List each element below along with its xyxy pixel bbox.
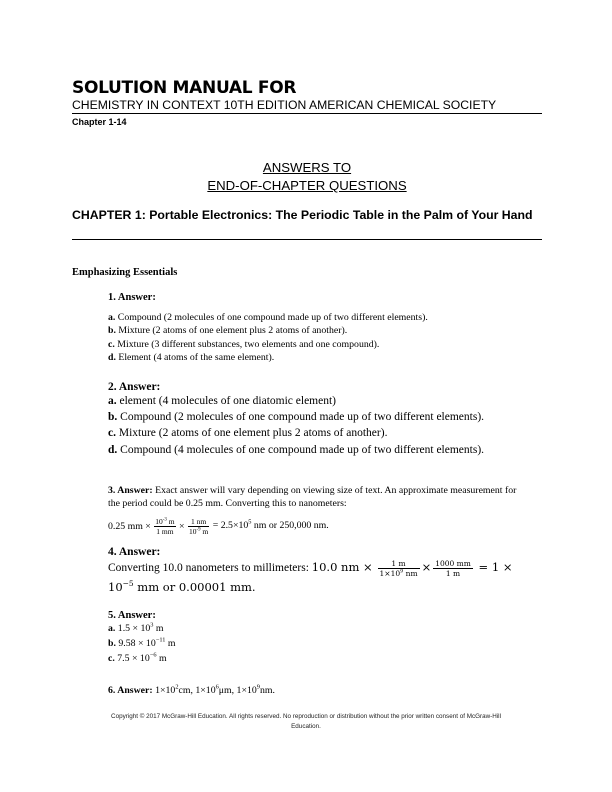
calculation	[108, 558, 528, 598]
unit: m	[200, 526, 209, 536]
question-title: 2. Answer:	[108, 381, 161, 393]
question-title: 5. Answer:	[108, 610, 156, 621]
exponent: -9	[196, 527, 201, 533]
conversion-fraction	[188, 517, 209, 536]
exponent: 9	[256, 683, 260, 691]
question-1	[108, 292, 528, 364]
question-6-text: 6. Answer: $1\times 10^2cm$, $1\times 10^6\mu m$, $1\times 10^9nm$.	[108, 683, 275, 696]
question-3-text	[108, 484, 528, 511]
result: = 1 ×	[474, 560, 513, 574]
question-2	[108, 381, 528, 458]
item-label: d.	[108, 443, 118, 456]
book-title: CHEMISTRY IN CONTEXT 10TH EDITION AMERICAN CHEMICAL SOCIETY	[72, 98, 497, 112]
footer-line1: Copyright © 2017 McGraw-Hill Education. All rights reserved. No reproduction or distribution without the prior written consent of McGraw-Hill	[111, 713, 501, 720]
conversion-fraction	[378, 559, 420, 578]
frac-denominator: 1×10	[379, 568, 401, 578]
item-text: Mixture (3 different substances, two elements and one compound).	[114, 338, 380, 350]
chapter-range: Chapter 1-14	[72, 117, 127, 127]
list-item	[108, 324, 528, 337]
item-text: Compound (4 molecules of one compound made up of two different elements).	[117, 443, 485, 456]
answer-list	[108, 311, 528, 364]
question-label: 6. Answer:	[108, 685, 153, 696]
question-6	[108, 684, 528, 697]
answer-list	[108, 393, 528, 458]
question-title: 1. Answer:	[108, 292, 156, 303]
list-item: c. $7.5 \times 10^{-6}$ m	[108, 651, 167, 664]
section-title: Emphasizing Essentials	[72, 267, 178, 278]
item-label: b.	[108, 411, 118, 424]
item-label: d.	[108, 351, 116, 363]
item-label: a.	[108, 312, 116, 323]
item-label: b.	[108, 638, 116, 649]
item-label: c.	[108, 427, 116, 440]
list-item	[108, 351, 528, 364]
calc-start: 10.0 nm ×	[311, 560, 373, 574]
list-item	[108, 409, 528, 425]
conversion-fraction	[154, 517, 175, 536]
item-text: Mixture (2 atoms of one element plus 2 atoms of another).	[115, 427, 388, 440]
frac-denominator: 1 m	[445, 568, 461, 578]
exponent: 5	[248, 519, 252, 527]
item-label: c.	[108, 338, 115, 350]
copyright-footer	[60, 712, 552, 732]
question-label: 3. Answer:	[108, 485, 153, 496]
item-text: Compound (2 molecules of one compound made up of two different elements).	[115, 312, 428, 323]
result-line2: $10^{-5}$ mm or 0.00001 mm.	[108, 579, 256, 594]
manual-title: SOLUTION MANUAL FOR	[72, 78, 297, 98]
exponent: -3	[162, 517, 167, 523]
chapter-title: CHAPTER 1: Portable Electronics: The Periodic Table in the Palm of Your Hand	[72, 208, 533, 222]
list-item: b. $9.58 \times 10^{-11}$ m	[108, 636, 176, 649]
question-body: Converting 10.0 nanometers to millimeters:	[108, 562, 312, 574]
list-item	[108, 393, 528, 409]
question-body: Exact answer will vary depending on viewing size of text. An approximate measurement for the period could be 0.25 mm. Converting this to nanometers:	[108, 485, 517, 510]
question-5	[108, 610, 528, 666]
frac-numerator: 10	[155, 516, 163, 526]
calculation	[108, 517, 528, 536]
exponent: −6	[149, 651, 157, 659]
exponent: −5	[122, 579, 134, 589]
exponent: 6	[215, 683, 219, 691]
unit: m	[166, 516, 175, 526]
list-item	[108, 425, 528, 441]
list-item: a. $1.5 \times 10^3$ m	[108, 621, 164, 634]
answers-heading-line1: ANSWERS TO	[262, 160, 352, 175]
question-3	[108, 484, 528, 536]
result: = $2.5\times 10^5$ nm or 250,000 nm.	[212, 519, 329, 532]
item-text: Mixture (2 atoms of one element plus 2 atoms of another).	[115, 325, 348, 337]
list-item	[108, 311, 528, 324]
exponent: 3	[150, 621, 154, 629]
unit: nm	[403, 568, 418, 578]
item-label: a.	[108, 395, 117, 407]
answer-list	[108, 621, 528, 666]
item-label: a.	[108, 623, 116, 634]
times-sign: ×	[421, 560, 432, 574]
calc-start: 0.25 mm ×	[108, 520, 151, 532]
frac-denominator: 10	[188, 526, 197, 536]
item-text: element (4 molecules of one diatomic element)	[116, 395, 337, 407]
list-item	[108, 442, 528, 458]
item-text: Compound (2 molecules of one compound made up of two different elements).	[117, 411, 485, 424]
item-label: b.	[108, 325, 116, 337]
header-divider	[72, 113, 542, 114]
times-sign: ×	[179, 520, 185, 532]
frac-numerator: 1 m	[378, 559, 420, 569]
exponent: −11	[155, 636, 166, 644]
exponent: 9	[400, 568, 404, 575]
list-item	[108, 338, 528, 351]
frac-denominator: 1 mm	[156, 526, 174, 536]
question-4	[108, 546, 528, 598]
exponent: 2	[175, 683, 179, 691]
item-label: c.	[108, 653, 115, 664]
conversion-fraction	[433, 559, 473, 578]
frac-numerator: 1000 mm	[435, 558, 471, 568]
item-text: Element (4 atoms of the same element).	[115, 351, 275, 363]
footer-line2: Education.	[291, 723, 321, 730]
frac-numerator: 1 nm	[188, 517, 209, 527]
answers-heading	[72, 159, 542, 195]
question-title: 4. Answer:	[108, 546, 161, 558]
chapter-divider	[72, 239, 542, 240]
answers-heading-line2: END-OF-CHAPTER QUESTIONS	[207, 178, 407, 193]
